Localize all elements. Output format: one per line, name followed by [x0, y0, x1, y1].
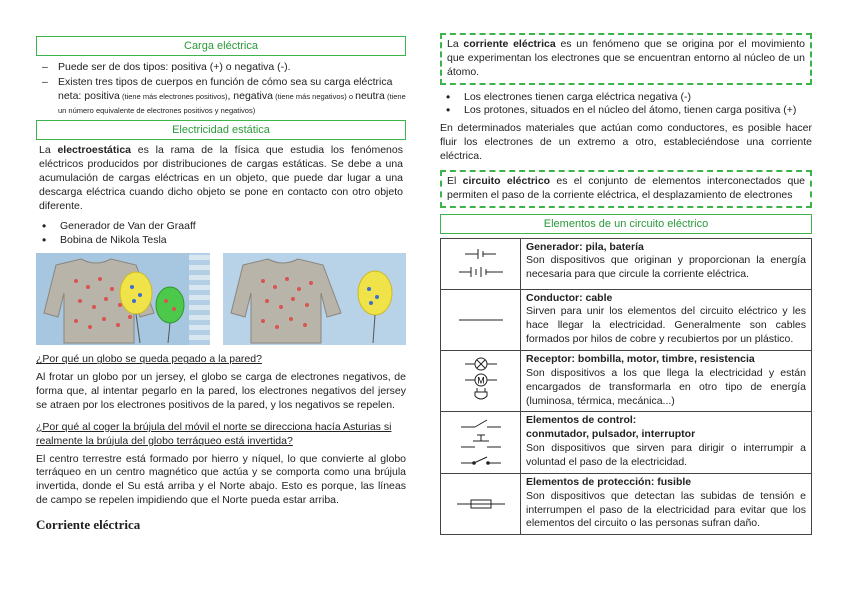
conductores-paragraph: En determinados materiales que actúan como conductores, es posible hacer fluir los electrones de un extremo a otro, estableciéndose una corriente eléctrica. — [440, 122, 812, 163]
bullet-electrones: • Los electrones tienen carga eléctrica negativa (-) — [440, 91, 812, 105]
table-row: M Receptor: bombilla, motor, timbre, resistencia Son dispositivos a los que llega la electricidad y están encargados de transformarla en otro tipo de energía (luminosa, térmica, mecánica...) — [441, 351, 812, 412]
circuito-definition-box: El circuito eléctrico es el conjunto de elementos interconectados que permiten el paso de la corriente eléctrica, el desplazamiento de electrones — [440, 170, 812, 208]
motor-label: M — [476, 375, 485, 386]
question-globo: ¿Por qué un globo se queda pegado a la pared? — [36, 353, 262, 366]
sweater-balloon-image-1 — [36, 253, 210, 345]
carga-item-1: – Puede ser de dos tipos: positiva (+) o negativa (-). — [36, 61, 406, 75]
cable-symbol-icon — [451, 310, 511, 330]
particle-bullets — [440, 91, 812, 119]
bullet-van-der-graaff: • Generador de Van der Graaff — [36, 220, 406, 234]
carga-list — [36, 61, 406, 117]
sweater-balloon-illustration-icon — [223, 253, 406, 345]
sweater-balloon-image-2 — [223, 253, 406, 345]
carga-electrica-title: Carga eléctrica — [36, 36, 406, 56]
elementos-circuito-title: Elementos de un circuito eléctrico — [440, 214, 812, 234]
wall-pattern — [189, 253, 210, 345]
answer-globo: Al frotar un globo por un jersey, el globo se carga de electrones negativos, de forma que, al intentar pegarlo en la pared, los electrones negativos del jersey se atraen por los electrones positivos de la pared, y los negativos se repelen. — [36, 371, 406, 412]
fuse-symbol-icon — [451, 494, 511, 514]
estatica-paragraph: La electroestática es la rama de la física que estudia los fenómenos eléctricos producidos por distribuciones de cargas estáticas. Se debe a una acumulación de cargas eléctricas en un objeto, que puede dar lugar a una descarga eléctrica cuando dicho objeto se pone en contacto con otro objeto diferente. — [39, 144, 403, 212]
control-symbols-icon — [451, 417, 511, 469]
balloon-illustrations — [36, 253, 406, 345]
table-row: Elementos de protección: fusible Son dispositivos que detectan las subidas de tensión e interrumpen el paso de la electricidad para evitar que los elementos del circuito o las personas sufran daño. — [441, 473, 812, 534]
question-brujula: ¿Por qué al coger la brújula del móvil el norte se direcciona hacía Asturias si realmente la brújula del globo terráqueo está invertida? — [36, 420, 392, 447]
table-row: Generador: pila, batería Son dispositivos que originan y proporcionan la energía necesaria para que circule la corriente eléctrica. — [441, 238, 812, 289]
sweater-balloon-illustration-icon — [36, 253, 210, 345]
battery-symbol-icon — [451, 246, 511, 282]
corriente-definition-box: La corriente eléctrica es un fenómeno que se origina por el movimiento que experimentan los electrones que se encuentran entorno al núcleo de un átomo. — [440, 33, 812, 85]
receptor-symbols-icon — [451, 356, 511, 406]
carga-item-2: – Existen tres tipos de cuerpos en función de cómo sea su carga eléctrica neta: positiva (tiene más electrones positivos), negativa (tiene más negativos) o neutra (tiene un número equivalente de electrones positivos y negativos) — [36, 76, 406, 118]
bullet-protones: • Los protones, situados en el núcleo del átomo, tienen carga positiva (+) — [440, 104, 812, 118]
left-column — [36, 36, 406, 533]
bullet-tesla: • Bobina de Nikola Tesla — [36, 234, 406, 248]
table-row: Elementos de control: conmutador, pulsador, interruptor Son dispositivos que sirven para dirigir o interrumpir a voluntad el paso de la electricidad. — [441, 412, 812, 473]
electricidad-estatica-title: Electricidad estática — [36, 120, 406, 140]
answer-brujula: El centro terrestre está formado por hierro y níquel, lo que convierte al globo terráqueo en un centro magnético que actúa y se comporta como una brújula invertida, donde el Su está arriba y el Norte abajo. Esto es porque, las líneas de campo se repelen impidiendo que el Norte pueda estar arriba. — [36, 452, 406, 507]
right-column — [440, 33, 812, 535]
estatica-bullets — [36, 220, 406, 248]
corriente-electrica-heading: Corriente eléctrica — [36, 517, 141, 533]
elements-table — [440, 238, 812, 536]
table-row: Conductor: cable Sirven para unir los elementos del circuito eléctrico y les hace llegar la electricidad. Generalmente son cables formados por hilos de cobre y recubiertos por un plástico. — [441, 289, 812, 350]
